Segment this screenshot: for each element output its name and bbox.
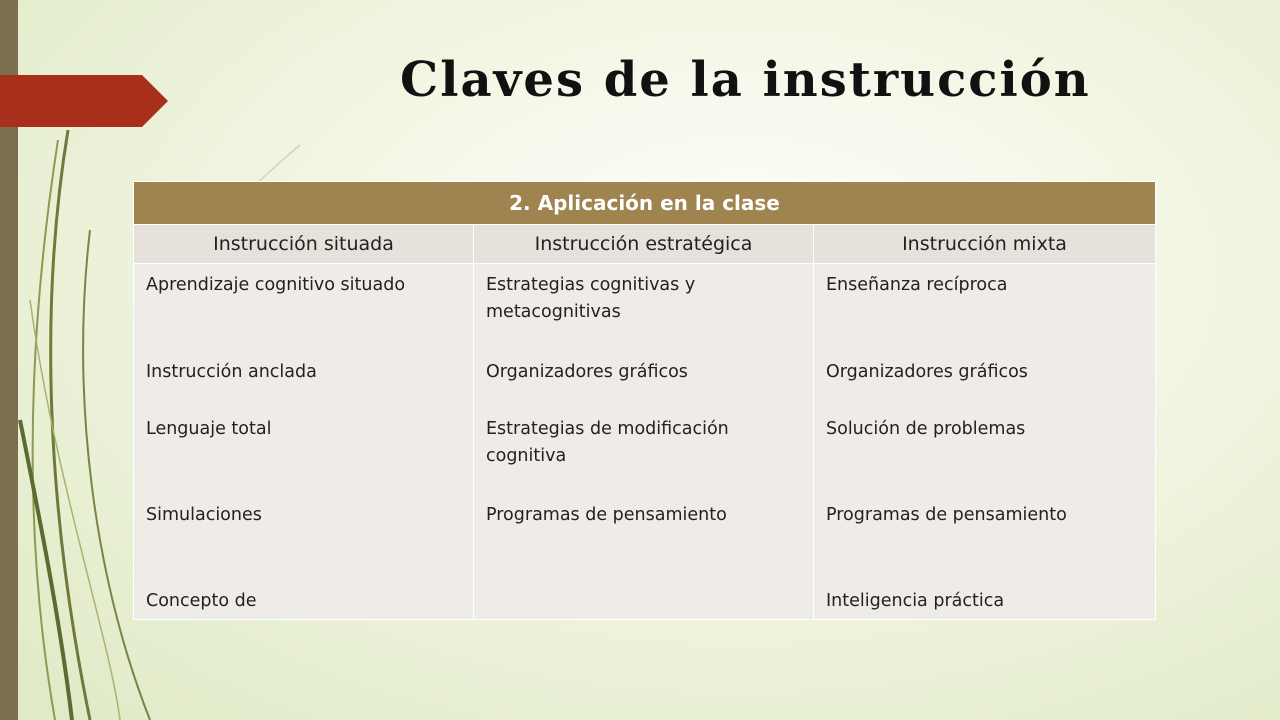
list-item: Enseñanza recíproca	[826, 275, 1008, 295]
list-item: Solución de problemas	[826, 419, 1026, 439]
column-situada-cell	[134, 264, 474, 620]
arrow-tab-decoration	[0, 75, 168, 127]
list-item: Estrategias de modificación cognitiva	[486, 419, 729, 466]
column-header-estrategica: Instrucción estratégica	[474, 225, 814, 264]
column-estrategica-cell	[474, 264, 814, 620]
instruction-table	[133, 181, 1156, 620]
table-header: 2. Aplicación en la clase	[134, 182, 1156, 225]
list-item: Aprendizaje cognitivo situado	[146, 275, 406, 295]
list-item: Organizadores gráficos	[486, 362, 688, 382]
list-item: Lenguaje total	[146, 419, 272, 439]
list-item: Instrucción anclada	[146, 362, 317, 382]
list-item: Programas de pensamiento	[826, 505, 1067, 525]
list-item: Inteligencia práctica	[826, 591, 1005, 611]
page-title: Claves de la instrucción	[400, 52, 1091, 108]
list-item: Simulaciones	[146, 505, 262, 525]
list-item: Estrategias cognitivas y metacognitivas	[486, 275, 696, 322]
column-header-situada: Instrucción situada	[134, 225, 474, 264]
column-mixta-cell	[814, 264, 1156, 620]
list-item: Organizadores gráficos	[826, 362, 1028, 382]
list-item: Programas de pensamiento	[486, 505, 727, 525]
column-header-mixta: Instrucción mixta	[814, 225, 1156, 264]
list-item: Concepto de	[146, 591, 257, 611]
